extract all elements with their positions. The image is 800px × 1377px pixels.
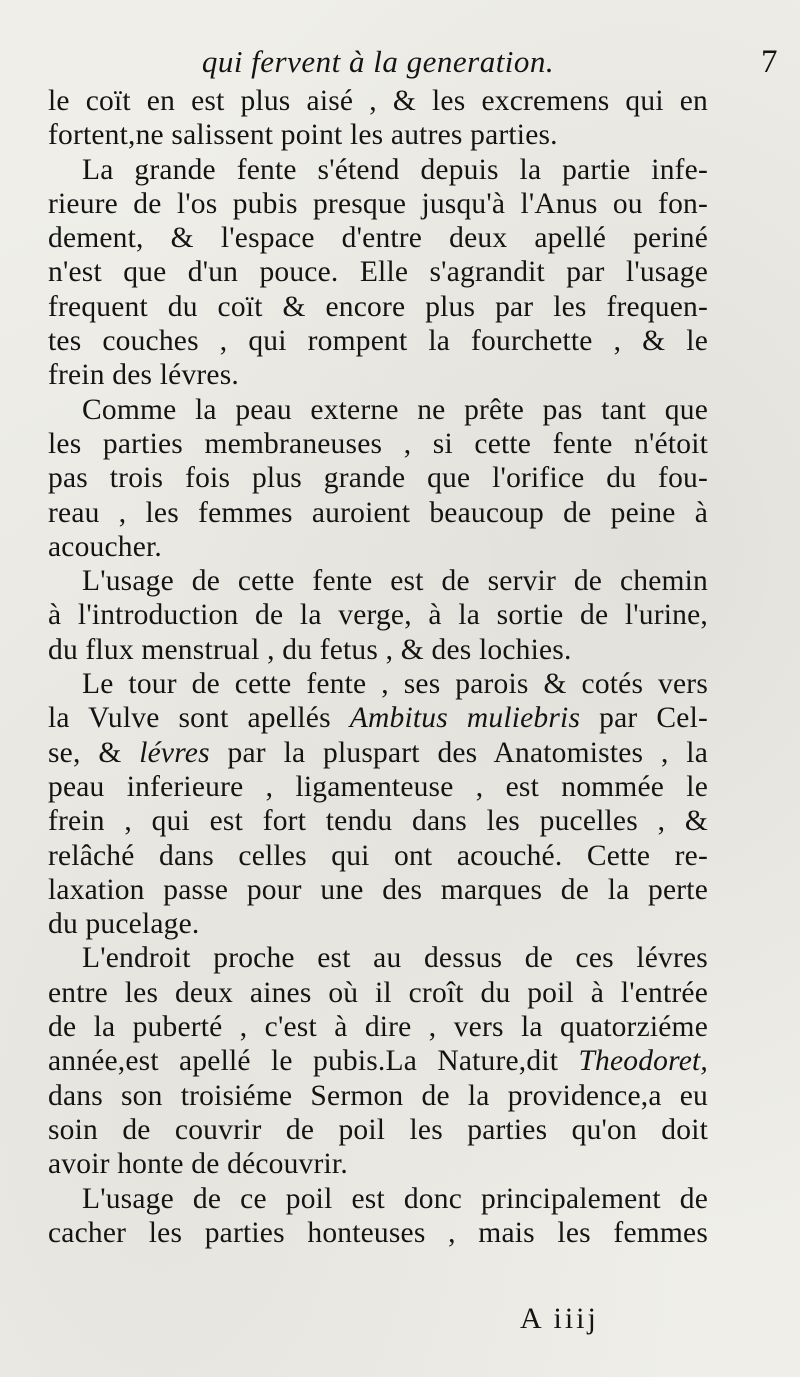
text-line: soin de couvrir de poil les parties qu'on doit: [48, 1113, 708, 1146]
text-line: le coït en est plus aisé , & les excremens qui en: [48, 85, 708, 117]
page-number: 7: [761, 44, 778, 80]
text-line: Comme la peau externe ne prête pas tant que: [82, 393, 708, 426]
text-line: laxation passe pour une des marques de la perte: [48, 873, 708, 906]
text-line: avoir honte de découvrir.: [48, 1148, 348, 1181]
text-line: pas trois fois plus grande que l'orifice du fou-: [48, 462, 708, 495]
text-line: rieure de l'os pubis presque jusqu'à l'Anus ou fon-: [48, 187, 708, 220]
text-line: L'endroit proche est au dessus de ces lévres: [82, 942, 708, 975]
text-line: dans son troisiéme Sermon de la providence,a eu: [48, 1079, 708, 1112]
text-line: peau inferieure , ligamenteuse , est nommée le: [48, 770, 708, 803]
text-line: reau , les femmes auroient beaucoup de peine à: [48, 496, 708, 529]
text-line: du pucelage.: [48, 908, 200, 941]
signature-mark: A iiij: [520, 1302, 599, 1335]
text-line: fortent,ne salissent point les autres parties.: [48, 119, 558, 152]
text-line: L'usage de ce poil est donc principalement de: [82, 1182, 708, 1215]
text-line: les parties membraneuses , si cette fente n'étoit: [48, 427, 708, 460]
text-line: frein , qui est fort tendu dans les pucelles , &: [48, 805, 708, 838]
text-line: La grande fente s'étend depuis la partie infe-: [82, 153, 708, 186]
text-line: la Vulve sont apellés Ambitus muliebris par Cel-: [48, 702, 709, 735]
text-line: année,est apellé le pubis.La Nature,dit Theodoret,: [48, 1045, 708, 1078]
text-line: acoucher.: [48, 530, 162, 563]
text-line: du flux menstrual , du fetus , & des lochies.: [48, 633, 572, 666]
text-line: se, & lévres par la pluspart des Anatomistes , la: [48, 736, 708, 769]
body-text: [48, 84, 708, 1250]
running-head: [48, 40, 778, 84]
text-line: Le tour de cette fente , ses parois & cotés vers: [82, 668, 708, 701]
text-line: cacher les parties honteuses , mais les femmes: [48, 1216, 708, 1249]
text-line: frequent du coït & encore plus par les frequen-: [48, 290, 708, 323]
text-line: entre les deux aines où il croît du poil à l'entrée: [48, 976, 708, 1009]
text-line: L'usage de cette fente est de servir de chemin: [82, 565, 708, 598]
text-line: n'est que d'un pouce. Elle s'agrandit par l'usage: [48, 256, 708, 289]
text-line: de la puberté , c'est à dire , vers la quatorziéme: [48, 1011, 708, 1044]
running-head-title: qui fervent à la generation.: [201, 44, 555, 79]
text-line: tes couches , qui rompent la fourchette , & le: [48, 325, 708, 358]
text-line: relâché dans celles qui ont acouché. Cette re-: [48, 839, 708, 872]
text-line: frein des lévres.: [48, 359, 239, 392]
text-line: dement, & l'espace d'entre deux apellé periné: [48, 222, 708, 255]
text-line: à l'introduction de la verge, à la sortie de l'urine,: [48, 599, 708, 632]
